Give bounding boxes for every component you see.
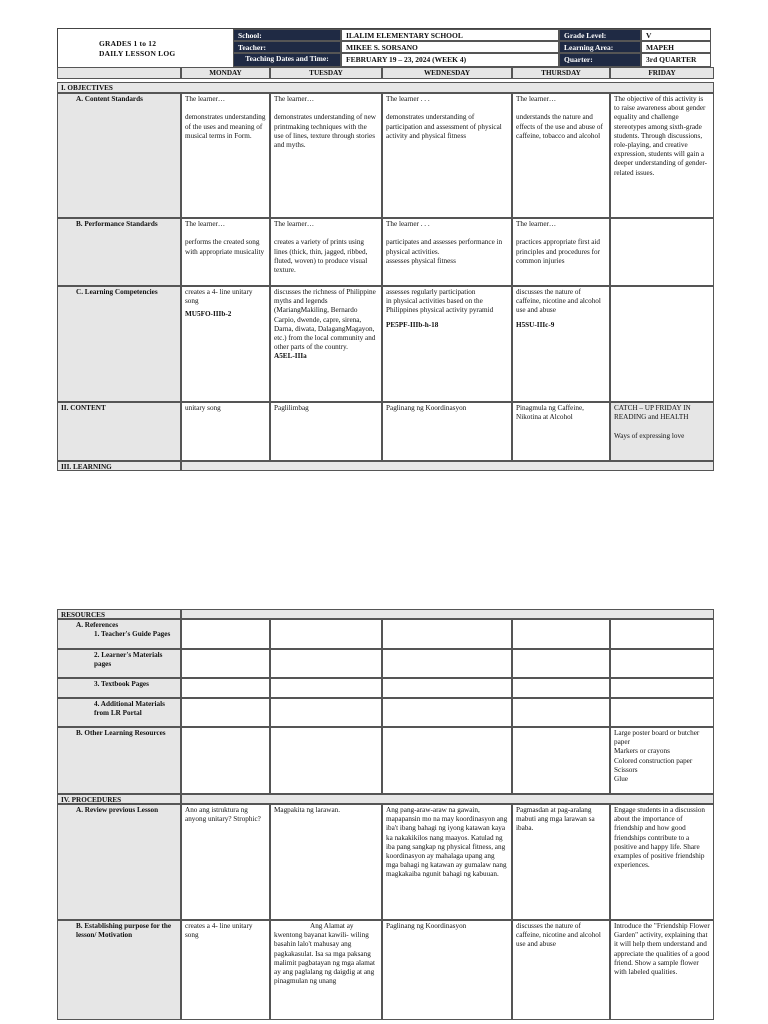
tg-friday (610, 619, 714, 649)
day-header-blank (57, 67, 181, 79)
day-wednesday: WEDNESDAY (382, 67, 512, 79)
learning-section-fill (181, 461, 714, 471)
purpose-label: B. Establishing purpose for the lesson/ Motivation (57, 920, 181, 1020)
content-monday: unitary song (181, 402, 270, 461)
add-thursday (512, 698, 610, 727)
lm-monday (181, 649, 270, 678)
add-monday (181, 698, 270, 727)
competency-thursday (512, 286, 610, 402)
tg-thursday (512, 619, 610, 649)
doc-title-line2: DAILY LESSON LOG (99, 49, 176, 58)
tb-wednesday (382, 678, 512, 698)
content-tuesday: Paglilimbag (270, 402, 382, 461)
lm-tuesday (270, 649, 382, 678)
doc-title-line1: GRADES 1 to 12 (99, 39, 157, 48)
competency-code-thursday: H5SU-IIIc-9 (516, 320, 555, 329)
content-standard-thursday: The learner… understands the nature and effects of the use and abuse of caffeine, tobacco and alcohol (512, 93, 610, 218)
lm-friday (610, 649, 714, 678)
day-thursday: THURSDAY (512, 67, 610, 79)
tg-tuesday (270, 619, 382, 649)
competency-code-wednesday: PE5PF-IIIb-h-18 (386, 320, 439, 329)
performance-friday (610, 218, 714, 286)
grade-label: Grade Level: (559, 29, 641, 41)
performance-wednesday: The learner . . . participates and assesses performance in physical activities. assesses physical fitness (382, 218, 512, 286)
review-wednesday: Ang pang-araw-araw na gawain, mapapansin mo na may koordinasyon ang iba't ibang bahagi ng iyong katawan kaya ka nakakikilos nang maayos. Katulad ng iba pang sangkap ng physical fitness, ang koordinasyon ay mahalaga upang ang mga bahagi ng katawan ay gumalaw nang magkakaiba ngunit bahagi ng kabuuan. (382, 804, 512, 920)
review-monday: Ano ang istruktura ng anyong unitary? Strophic? (181, 804, 270, 920)
other-monday (181, 727, 270, 794)
purpose-monday: creates a 4- line unitary song (181, 920, 270, 1020)
learning-section-label: III. LEARNING (57, 461, 181, 471)
add-wednesday (382, 698, 512, 727)
competency-wednesday (382, 286, 512, 402)
add-friday (610, 698, 714, 727)
resources-section-fill (181, 609, 714, 619)
content-section-label: II. CONTENT (57, 402, 181, 461)
purpose-wednesday: Paglinang ng Koordinasyon (382, 920, 512, 1020)
school-value: ILALIM ELEMENTARY SCHOOL (341, 29, 559, 41)
references-label (57, 619, 181, 649)
competency-text-monday: creates a 4- line unitary song (185, 288, 253, 306)
tg-label: 1. Teacher's Guide Pages (94, 630, 171, 639)
competency-text-wednesday: assesses regularly participation in physical activities based on the Philippines physical activity pyramid (386, 288, 494, 315)
performance-thursday: The learner… practices appropriate first aid principles and procedures for common injuries (512, 218, 610, 286)
grade-value: V (641, 29, 711, 41)
content-friday: CATCH – UP FRIDAY IN READING and HEALTH Ways of expressing love (610, 402, 714, 461)
purpose-thursday: discusses the nature of caffeine, nicotine and alcohol use and abuse (512, 920, 610, 1020)
content-standards-label: A. Content Standards (57, 93, 181, 218)
content-standard-wednesday: The learner . . . demonstrates understanding of participation and assessment of physical activity and physical fitness (382, 93, 512, 218)
day-friday: FRIDAY (610, 67, 714, 79)
competency-code-monday: MU5FO-IIIb-2 (185, 310, 232, 319)
other-friday: Large poster board or butcher paper Markers or crayons Colored construction paper Scissors Glue (610, 727, 714, 794)
area-label: Learning Area: (559, 41, 641, 53)
tb-thursday (512, 678, 610, 698)
competency-code-tuesday: A5EL-IIIa (274, 352, 307, 361)
review-tuesday: Magpakita ng larawan. (270, 804, 382, 920)
procedures-section-fill (181, 794, 714, 804)
objectives-section: I. OBJECTIVES (57, 82, 714, 93)
dates-label: Teaching Dates and Time: (233, 53, 341, 67)
other-thursday (512, 727, 610, 794)
lm-label: 2. Learner's Materials pages (57, 649, 181, 678)
competencies-label: C. Learning Competencies (57, 286, 181, 402)
purpose-friday: Introduce the "Friendship Flower Garden" activity, explaining that it will help them understand and appreciate the qualities of a good friend. Show a sample flower with labeled qualities. (610, 920, 714, 1020)
other-tuesday (270, 727, 382, 794)
review-label: A. Review previous Lesson (57, 804, 181, 920)
competency-monday (181, 286, 270, 402)
tb-monday (181, 678, 270, 698)
tg-wednesday (382, 619, 512, 649)
tg-monday (181, 619, 270, 649)
review-friday: Engage students in a discussion about the importance of friendship and how good friendships contribute to a positive and happy life. Share examples of positive friendship experiences. (610, 804, 714, 920)
performance-monday: The learner… performs the created song with appropriate musicality (181, 218, 270, 286)
performance-tuesday: The learner… creates a variety of prints using lines (thick, thin, jagged, ribbed, fluted, woven) to produce visual texture. (270, 218, 382, 286)
content-standard-friday: The objective of this activity is to raise awareness about gender equality and challenge stereotypes among sixth-grade students. Through discussions, role-playing, and creative expression, students will gain a deeper understanding of gender-related issues. (610, 93, 714, 218)
school-label: School: (233, 29, 341, 41)
competency-tuesday (270, 286, 382, 402)
area-value: MAPEH (641, 41, 711, 53)
lm-thursday (512, 649, 610, 678)
content-standard-monday: The learner… demonstrates understanding of the uses and meaning of musical terms in Form. (181, 93, 270, 218)
content-standard-tuesday: The learner… demonstrates understanding of new printmaking techniques with the use of lines, texture through stories and myths. (270, 93, 382, 218)
day-monday: MONDAY (181, 67, 270, 79)
content-wednesday: Paglinang ng Koordinasyon (382, 402, 512, 461)
other-wednesday (382, 727, 512, 794)
procedures-section-label: IV. PROCEDURES (57, 794, 181, 804)
tb-friday (610, 678, 714, 698)
competency-text-thursday: discusses the nature of caffeine, nicotine and alcohol use and abuse (516, 288, 601, 315)
tb-label: 3. Textbook Pages (57, 678, 181, 698)
quarter-label: Quarter: (559, 53, 641, 67)
purpose-tuesday: Ang Alamat ay kwentong bayanat kawili- wiling basahin lalo't mahusay ang pagkakasulat. Isa sa mga paksang malimit pagbatayan ng mga alamat ay ang paglalang ng daigdig at ang pinagmulan ng unang (270, 920, 382, 1020)
dates-value: FEBRUARY 19 – 23, 2024 (WEEK 4) (341, 53, 559, 67)
references-heading: A. References (76, 621, 119, 629)
competency-text-tuesday: discusses the richness of Philippine myths and legends (MariangMakiling, Bernardo Carpio, dwende, capre, sirena, Darna, diwata, DalagangMagayon, etc.) from the local community and other parts of the country. (274, 288, 376, 352)
tb-tuesday (270, 678, 382, 698)
resources-section-label: RESOURCES (57, 609, 181, 619)
day-tuesday: TUESDAY (270, 67, 382, 79)
quarter-value: 3rd QUARTER (641, 53, 711, 67)
add-tuesday (270, 698, 382, 727)
lm-wednesday (382, 649, 512, 678)
content-thursday: Pinagmula ng Caffeine, Nikotina at Alcohol (512, 402, 610, 461)
competency-friday (610, 286, 714, 402)
review-thursday: Pagmasdan at pag-aralang mabuti ang mga larawan sa ibaba. (512, 804, 610, 920)
additional-label: 4. Additional Materials from LR Portal (57, 698, 181, 727)
other-resources-label: B. Other Learning Resources (57, 727, 181, 794)
performance-standards-label: B. Performance Standards (57, 218, 181, 286)
teacher-value: MIKEE S. SORSANO (341, 41, 559, 53)
teacher-label: Teacher: (233, 41, 341, 53)
